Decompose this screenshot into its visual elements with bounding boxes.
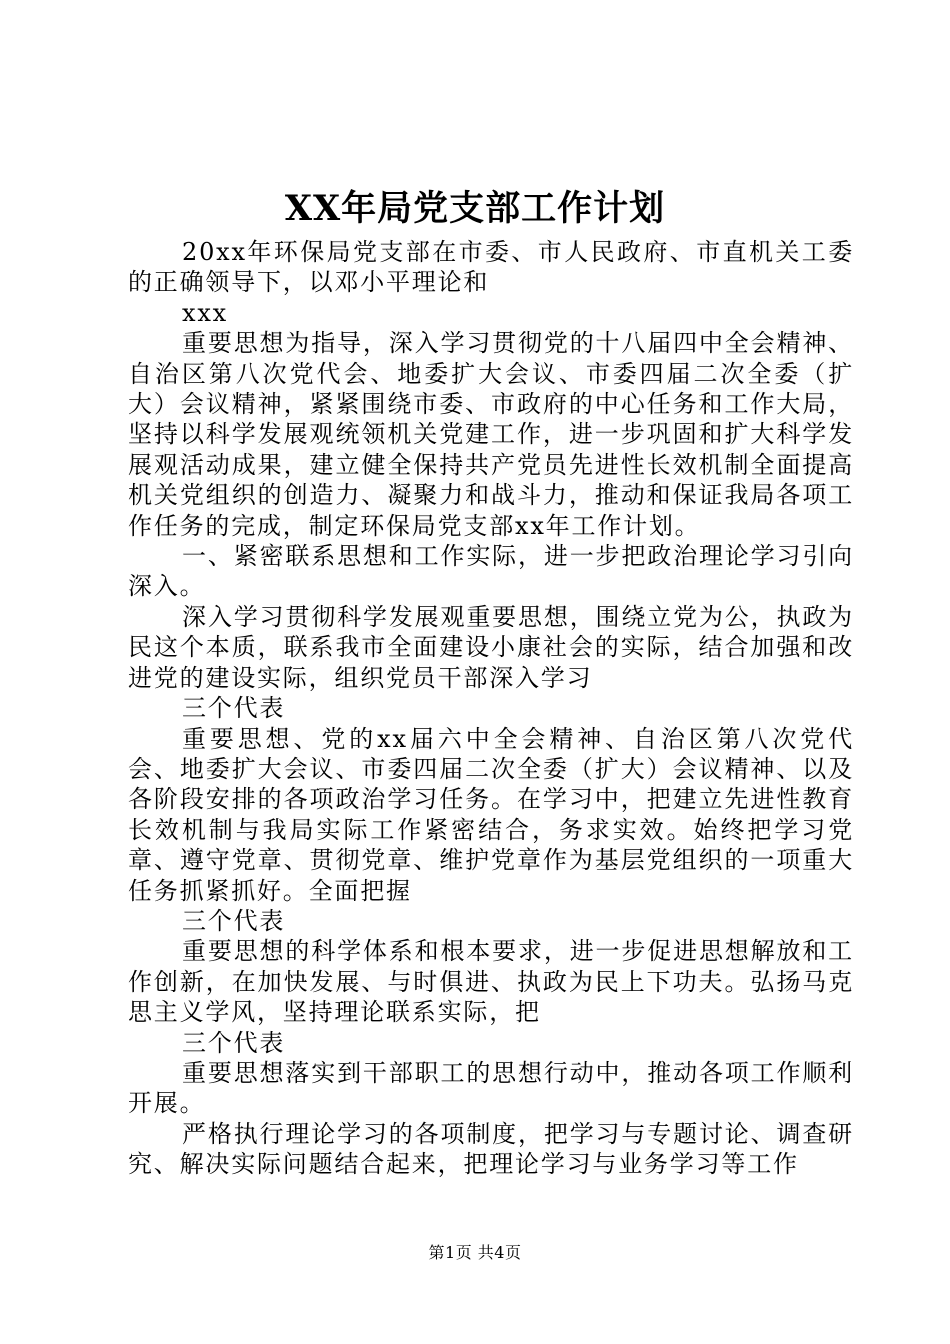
paragraph: 三个代表 — [182, 1028, 286, 1057]
paragraph: 三个代表 — [182, 906, 286, 935]
paragraph: 三个代表 — [182, 694, 286, 723]
section-heading: 一、紧密联系思想和工作实际，进一步把政治理论学习引向深入。 — [128, 542, 854, 601]
paragraph: 重要思想、党的xx届六中全会精神、自治区第八次党代会、地委扩大会议、市委四届二次全委（扩大）会议精神、以及各阶段安排的各项政治学习任务。在学习中，把建立先进性教育长效机制与我局实际工作紧密结合，务求实效。始终把学习党章、遵守党章、贯彻党章、维护党章作为基层党组织的一项重大任务抓紧抓好。全面把握 — [128, 724, 854, 905]
paragraph: 重要思想为指导，深入学习贯彻党的十八届四中全会精神、自治区第八次党代会、地委扩大会议、市委四届二次全委（扩大）会议精神，紧紧围绕市委、市政府的中心任务和工作大局，坚持以科学发展观统领机关党建工作，进一步巩固和扩大科学发展观活动成果，建立健全保持共产党员先进性长效机制全面提高机关党组织的创造力、凝聚力和战斗力，推动和保证我局各项工作任务的完成，制定环保局党支部xx年工作计划。 — [128, 329, 854, 540]
paragraph: 重要思想的科学体系和根本要求，进一步促进思想解放和工作创新，在加快发展、与时俱进、执政为民上下功夫。弘扬马克思主义学风，坚持理论联系实际，把 — [128, 937, 854, 1027]
paragraph: 20xx年环保局党支部在市委、市人民政府、市直机关工委的正确领导下，以邓小平理论和 — [128, 238, 854, 297]
document-body — [128, 237, 854, 1180]
page-number: 第1页 共4页 — [428, 1243, 522, 1262]
document-title: XX年局党支部工作计划 — [284, 188, 666, 229]
paragraph: 深入学习贯彻科学发展观重要思想，围绕立党为公，执政为民这个本质，联系我市全面建设小康社会的实际，结合加强和改进党的建设实际，组织党员干部深入学习 — [128, 602, 854, 692]
paragraph: 重要思想落实到干部职工的思想行动中，推动各项工作顺利开展。 — [128, 1058, 854, 1118]
paragraph: xxx — [182, 298, 229, 327]
paragraph: 严格执行理论学习的各项制度，把学习与专题讨论、调查研究、解决实际问题结合起来，把理论学习与业务学习等工作 — [128, 1119, 854, 1179]
